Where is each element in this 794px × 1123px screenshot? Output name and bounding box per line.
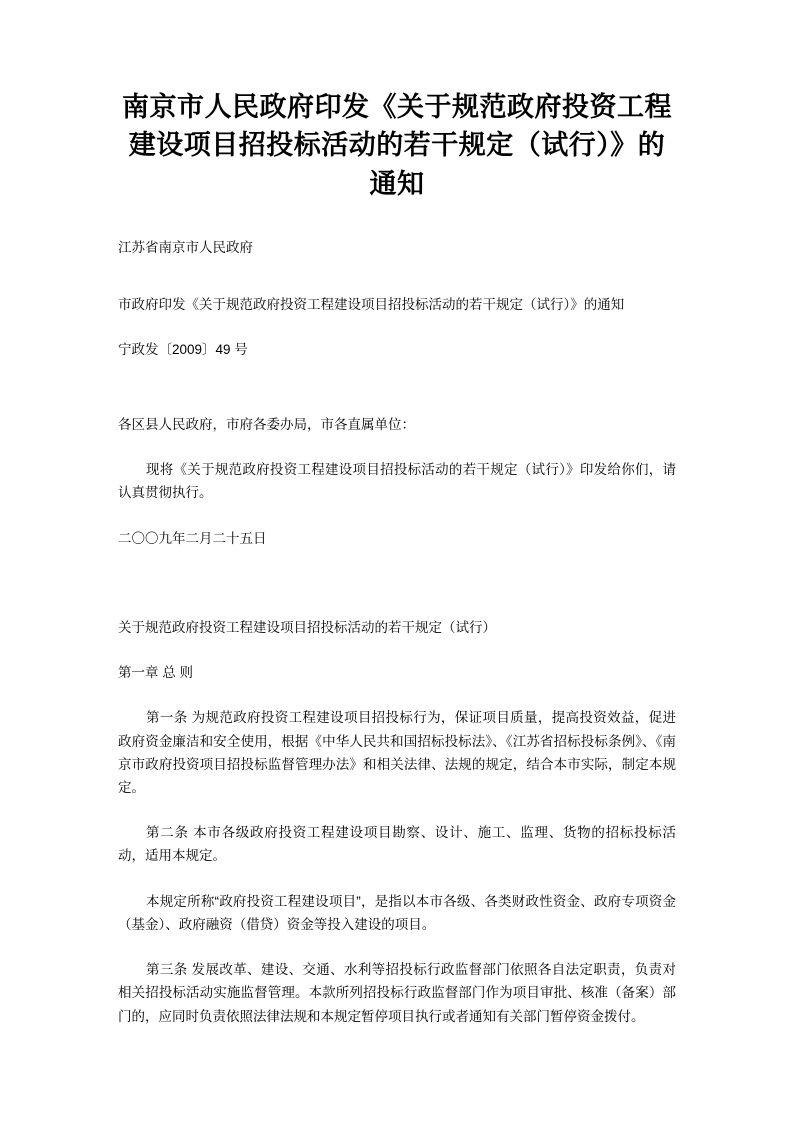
article-2: 第二条 本市各级政府投资工程建设项目勘察、设计、施工、监理、货物的招标投标活动，适用本规定。 (118, 825, 676, 864)
issuer-line: 江苏省南京市人民政府 (118, 239, 253, 255)
article-2-definition: 本规定所称“政府投资工程建设项目”，是指以本市各级、各类财政性资金、政府专项资金（基金）、政府融资（借贷）资金等投入建设的项目。 (118, 893, 676, 932)
document-number: 宁政发〔2009〕49 号 (118, 341, 248, 357)
regulation-title: 关于规范政府投资工程建设项目招投标活动的若干规定（试行） (118, 619, 496, 635)
addressee-line: 各区县人民政府，市府各委办局，市各直属单位： (118, 417, 415, 433)
issue-date: 二〇〇九年二月二十五日 (118, 530, 267, 546)
chapter-one-heading: 第一章 总 则 (118, 665, 194, 681)
document-subject: 市政府印发《关于规范政府投资工程建设项目招投标活动的若干规定（试行）》的通知 (118, 296, 625, 312)
article-3: 第三条 发展改革、建设、交通、水利等招投标行政监督部门依照各自法定职责，负责对相关招投标活动实施监督管理。本款所列招投标行政监督部门作为项目审批、核准（备案）部门的，应同时负责依照法律法规和本规定暂停项目执行或者通知有关部门暂停资金拨付。 (118, 962, 676, 1024)
article-1: 第一条 为规范政府投资工程建设项目招投标行为，保证项目质量，提高投资效益，促进政府资金廉洁和安全使用，根据《中华人民共和国招标投标法》、《江苏省招标投标条例》、《南京市政府投资项目招投标监督管理办法》和相关法律、法规的规定，结合本市实际，制定本规定。 (118, 710, 676, 795)
body-intro-paragraph: 现将《关于规范政府投资工程建设项目招投标活动的若干规定（试行）》印发给你们，请认真贯彻执行。 (118, 462, 676, 501)
page-title: 南京市人民政府印发《关于规范政府投资工程建设项目招投标活动的若干规定（试行）》的通知 (122, 92, 672, 199)
